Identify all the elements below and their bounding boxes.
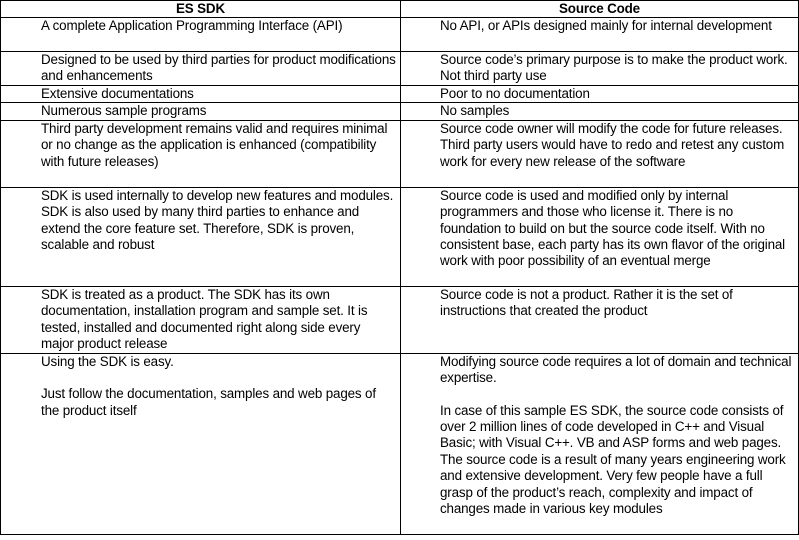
es-sdk-cell (1, 52, 401, 86)
source-code-cell (401, 353, 799, 534)
table-row (1, 103, 799, 120)
cell-text: No samples (440, 103, 510, 119)
table-row (1, 86, 799, 103)
cell-text: Extensive documentations (41, 86, 194, 101)
header-row (1, 1, 799, 18)
cell-text: In case of this sample ES SDK, the source code consists of over 2 million lines of code developed in C++ and Visual Basic; with Visual C++. VB and ASP forms and web pages. The source code is a result of many years engineering work and extensive development. Very few people have a full grasp of the product’s reach, complexity and impact of changes made in various key modules (440, 402, 786, 517)
table-row (1, 353, 799, 534)
cell-text: A complete Application Programming Interface (API) (41, 18, 343, 33)
cell-text: Source code owner will modify the code for future releases. Third party users would have to redo and retest any custom work for every new release of the software (440, 120, 785, 169)
source-code-cell (401, 103, 799, 120)
source-code-cell (401, 120, 799, 187)
header-es-sdk: ES SDK (1, 1, 401, 18)
table-row (1, 120, 799, 187)
es-sdk-cell (1, 353, 401, 534)
table-row (1, 286, 799, 353)
cell-text: SDK is treated as a product. The SDK has its own documentation, installation program and sample set. It is tested, installed and documented right along side every major product release (41, 286, 368, 352)
table-row (1, 52, 799, 86)
es-sdk-cell (1, 103, 401, 120)
source-code-cell (401, 86, 799, 103)
source-code-cell (401, 52, 799, 86)
cell-text: Designed to be used by third parties for product modifications and enhancements (41, 52, 396, 84)
es-sdk-cell (1, 86, 401, 103)
es-sdk-cell (1, 18, 401, 52)
source-code-cell (401, 18, 799, 52)
es-sdk-cell (1, 120, 401, 187)
header-source-code: Source Code (401, 1, 799, 18)
source-code-cell (401, 187, 799, 286)
cell-text: Source code is used and modified only by internal programmers and those who license it. There is no foundation to build on but the source code itself. With no consistent base, each party has its own flavor of the original work with poor possibility of an eventual merge (440, 187, 786, 269)
cell-text: Poor to no documentation (440, 86, 590, 101)
cell-text: Numerous sample programs (41, 103, 207, 119)
table-row (1, 187, 799, 286)
cell-text: Just follow the documentation, samples and web pages of the product itself (41, 386, 376, 418)
cell-text: Source code’s primary purpose is to make the product work. Not third party use (440, 52, 788, 84)
cell-text: Source code is not a product. Rather it is the set of instructions that created the product (440, 286, 733, 319)
cell-text: Third party development remains valid and requires minimal or no change as the application is enhanced (compatibility with future releases) (41, 120, 388, 169)
cell-text: No API, or APIs designed mainly for internal development (440, 18, 772, 33)
cell-text: Using the SDK is easy. (41, 353, 174, 369)
es-sdk-cell (1, 286, 401, 353)
cell-text: Modifying source code requires a lot of domain and technical expertise. (440, 353, 792, 386)
source-code-cell (401, 286, 799, 353)
es-sdk-cell (1, 187, 401, 286)
table-row (1, 18, 799, 52)
cell-text: SDK is used internally to develop new features and modules. SDK is also used by many third parties to enhance and extend the core feature set. Therefore, SDK is proven, scalable and robust (41, 187, 394, 253)
